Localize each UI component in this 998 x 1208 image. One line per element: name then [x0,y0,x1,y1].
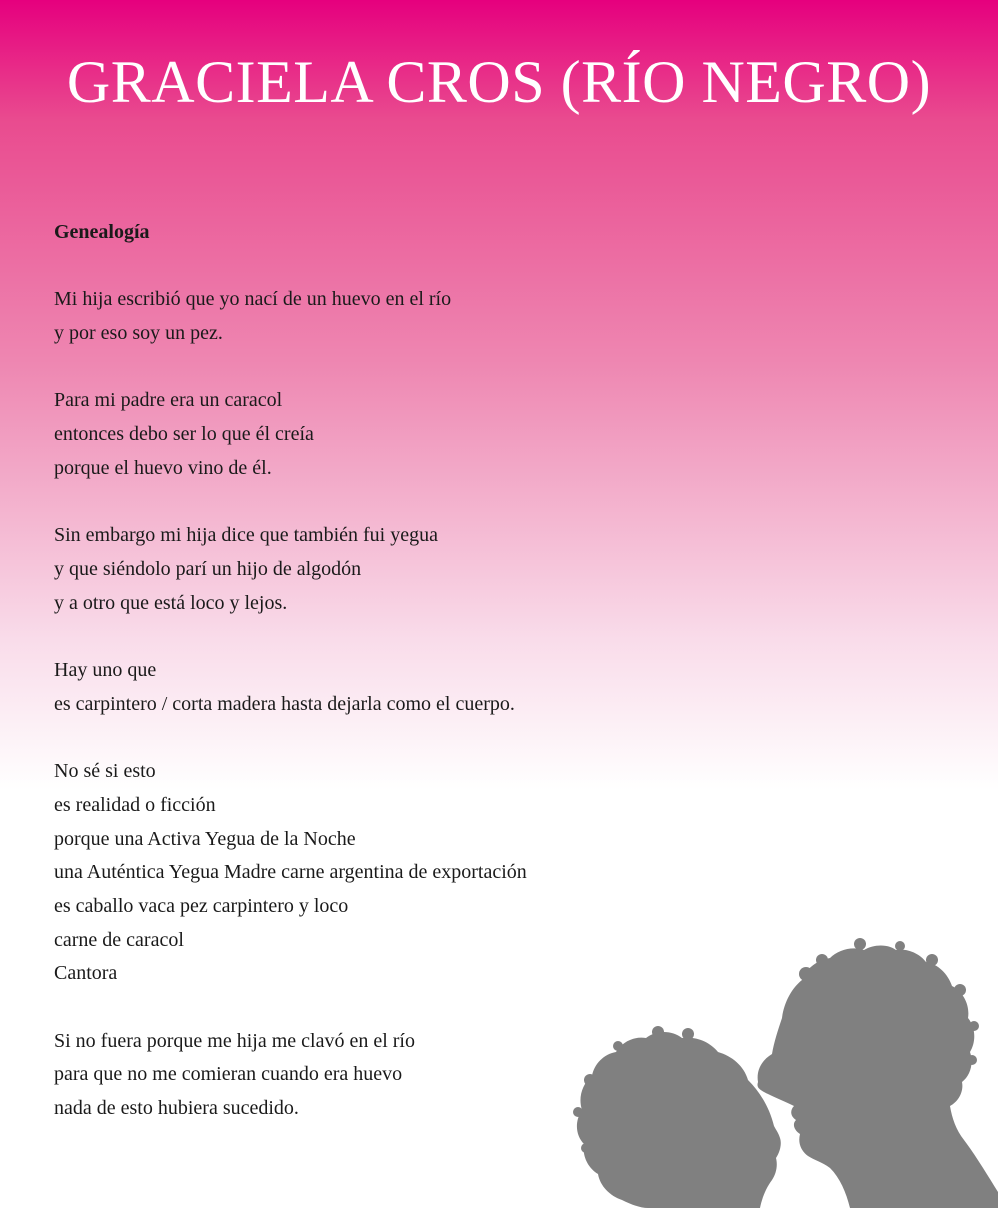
poem-title: Genealogía [54,221,150,243]
poem-line: Cantora [54,962,118,985]
poem-line: y a otro que está loco y lejos. [54,591,288,614]
poem-line: y por eso soy un pez. [54,322,223,345]
stanza [54,1025,614,1126]
poem [54,216,614,1160]
stanza [54,654,614,721]
poem-line: entonces debo ser lo que él creía [54,423,314,446]
poem-line: Para mi padre era un caracol [54,389,283,412]
poem-line: porque el huevo vino de él. [54,456,272,479]
stanza [54,384,614,485]
poem-line: una Auténtica Yegua Madre carne argentina de exportación [54,861,527,884]
poem-line: es caballo vaca pez carpintero y loco [54,894,349,917]
stanza [54,519,614,620]
poem-line: es realidad o ficción [54,793,216,816]
poem-line: Mi hija escribió que yo nací de un huevo en el río [54,288,452,311]
poem-line: para que no me comieran cuando era huevo [54,1063,403,1086]
stanza [54,283,614,350]
poem-line: porque una Activa Yegua de la Noche [54,827,356,850]
page-title: GRACIELA CROS (RÍO NEGRO) [66,49,932,115]
poem-line: Si no fuera porque me hija me clavó en el río [54,1029,415,1052]
stanza [54,755,614,991]
poem-line: es carpintero / corta madera hasta dejarla como el cuerpo. [54,692,515,715]
poem-line: y que siéndolo parí un hijo de algodón [54,557,362,580]
poem-line: carne de caracol [54,928,184,951]
poem-line: Sin embargo mi hija dice que también fui yegua [54,524,438,547]
poem-line: No sé si esto [54,760,156,783]
poem-line: nada de esto hubiera sucedido. [54,1097,299,1120]
two-heads-silhouette-icon [560,930,998,1208]
poem-line: Hay uno que [54,659,157,682]
